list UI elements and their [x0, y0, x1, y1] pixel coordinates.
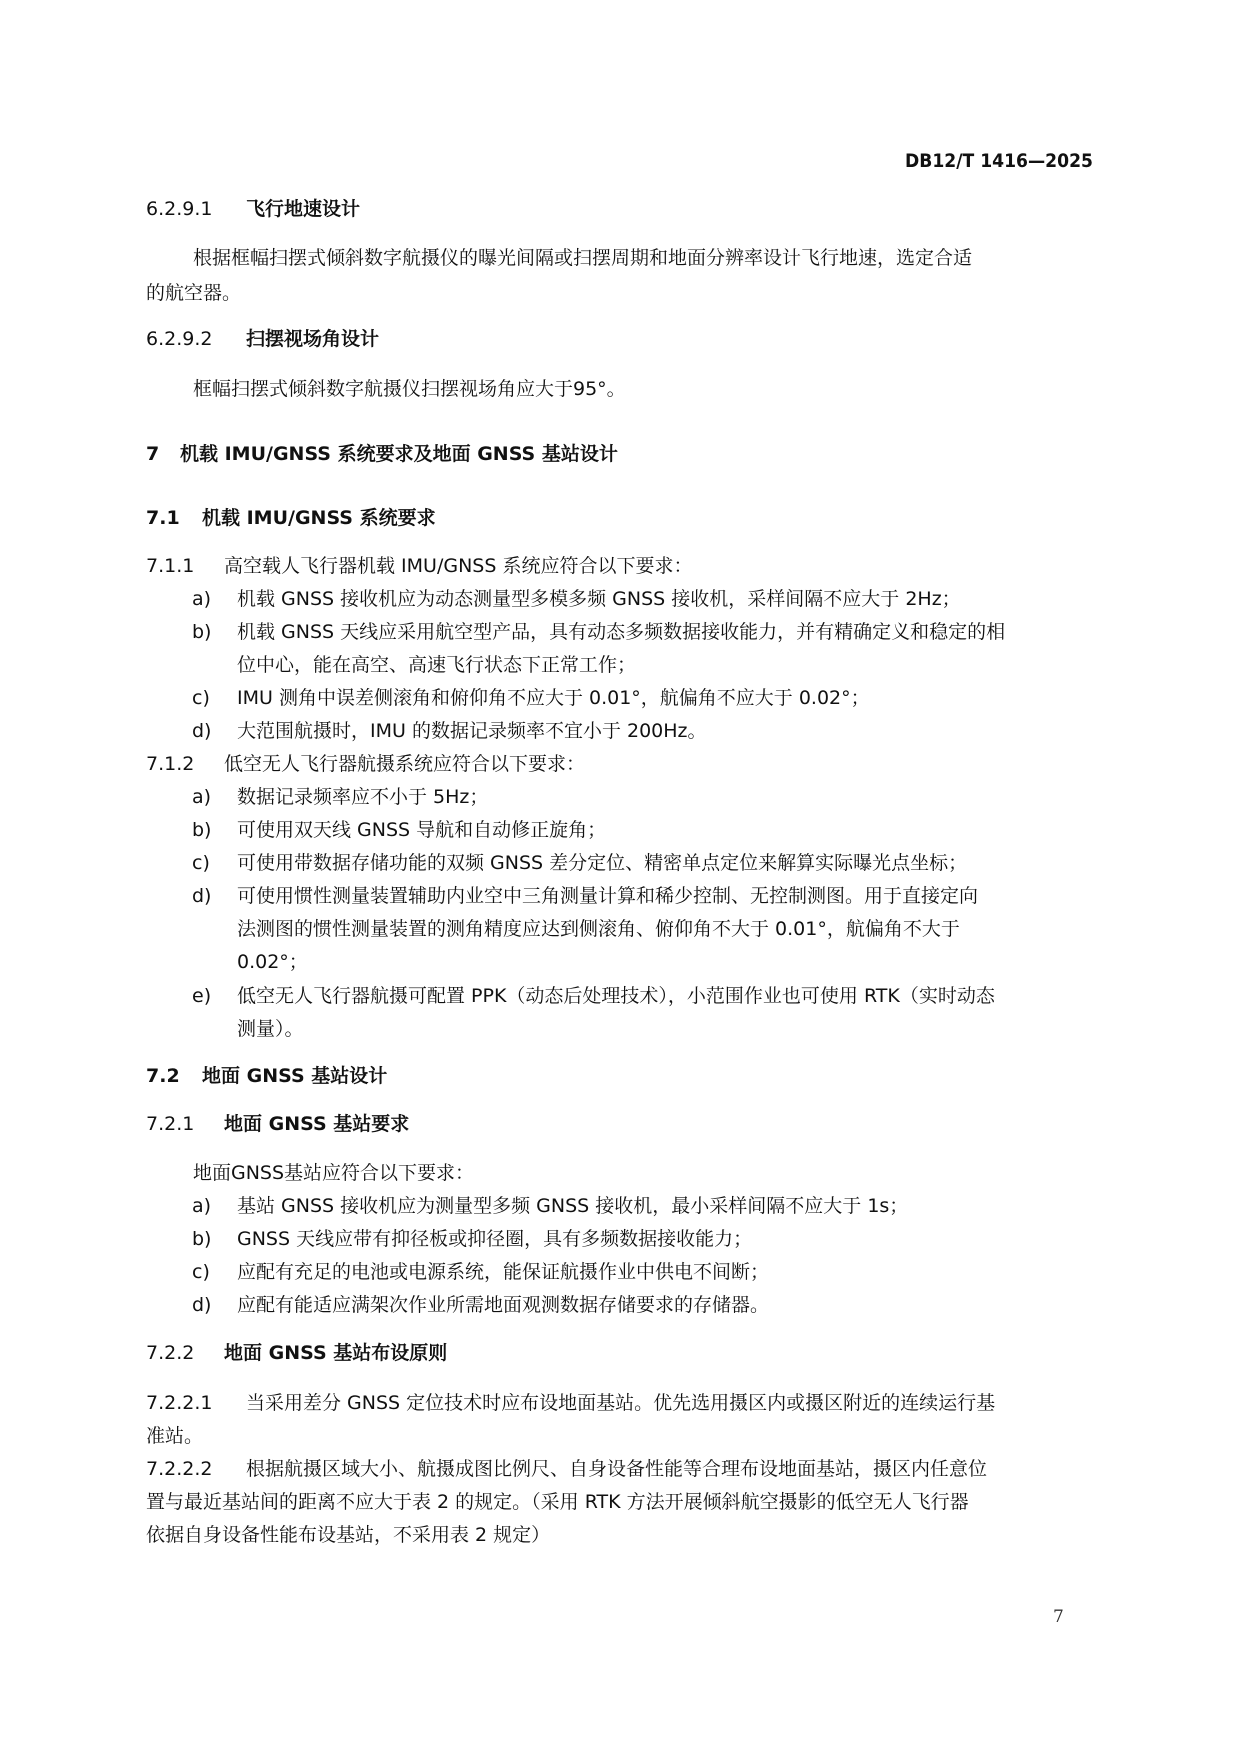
list-item: GNSS 天线应带有抑径板或抑径圈，具有多频数据接收能力；: [237, 1228, 753, 1250]
list-marker: d): [192, 1294, 212, 1316]
paragraph-line: 低空无人飞行器航摄系统应符合以下要求：: [224, 753, 586, 775]
section-number: 6.2.9.2: [146, 328, 213, 350]
list-marker: a): [192, 1195, 212, 1217]
section-title: 飞行地速设计: [246, 198, 361, 220]
list-marker: d): [192, 885, 212, 907]
paragraph-line: 高空载人飞行器机载 IMU/GNSS 系统应符合以下要求：: [224, 555, 693, 577]
list-item: 0.02°；: [237, 951, 308, 973]
list-item: 法测图的惯性测量装置的测角精度应达到侧滚角、俯仰角不大于 0.01°，航偏角不大于: [237, 918, 960, 940]
chapter-number: 7: [146, 443, 160, 465]
paragraph-line: 的航空器。: [146, 282, 242, 304]
section-number: 6.2.9.1: [146, 198, 213, 220]
paragraph-line: 准站。: [146, 1425, 204, 1447]
list-marker: d): [192, 720, 212, 742]
paragraph-line: 地面GNSS基站应符合以下要求：: [193, 1162, 475, 1184]
section-title: 机载 IMU/GNSS 系统要求: [202, 507, 436, 529]
section-number: 7.2: [146, 1065, 180, 1087]
list-item: 基站 GNSS 接收机应为测量型多频 GNSS 接收机，最小采样间隔不应大于 1s；: [237, 1195, 909, 1217]
section-number: 7.1.2: [146, 753, 195, 775]
section-title: 地面 GNSS 基站要求: [224, 1113, 410, 1135]
paragraph-line: 根据框幅扫摆式倾斜数字航摄仪的曝光间隔或扫摆周期和地面分辨率设计飞行地速，选定合适: [193, 247, 973, 269]
section-title: 地面 GNSS 基站布设原则: [224, 1342, 448, 1364]
list-item: 机载 GNSS 接收机应为动态测量型多模多频 GNSS 接收机，采样间隔不应大于 2Hz；: [237, 588, 961, 610]
list-item: 应配有充足的电池或电源系统，能保证航摄作业中供电不间断；: [237, 1261, 770, 1283]
list-marker: b): [192, 1228, 212, 1250]
list-marker: b): [192, 621, 212, 643]
document-code: DB12/T 1416—2025: [905, 150, 1093, 172]
list-item: 位中心，能在高空、高速飞行状态下正常工作；: [237, 654, 637, 676]
list-item: 大范围航摄时，IMU 的数据记录频率不宜小于 200Hz。: [237, 720, 707, 742]
paragraph-line: 依据自身设备性能布设基站，不采用表 2 规定）: [146, 1524, 551, 1546]
list-marker: c): [192, 852, 210, 874]
section-number: 7.2.1: [146, 1113, 195, 1135]
section-number: 7.2.2.1: [146, 1392, 213, 1414]
list-marker: a): [192, 588, 212, 610]
list-item: IMU 测角中误差侧滚角和俯仰角不应大于 0.01°，航偏角不应大于 0.02°；: [237, 687, 870, 709]
list-marker: c): [192, 687, 210, 709]
list-item: 可使用惯性测量装置辅助内业空中三角测量计算和稀少控制、无控制测图。用于直接定向: [237, 885, 979, 907]
list-item: 可使用双天线 GNSS 导航和自动修正旋角；: [237, 819, 607, 841]
paragraph-line: 当采用差分 GNSS 定位技术时应布设地面基站。优先选用摄区内或摄区附近的连续运行基: [246, 1392, 996, 1414]
page-number: 7: [1053, 1607, 1064, 1627]
list-item: 可使用带数据存储功能的双频 GNSS 差分定位、精密单点定位来解算实际曝光点坐标；: [237, 852, 968, 874]
paragraph-line: 置与最近基站间的距离不应大于表 2 的规定。（采用 RTK 方法开展倾斜航空摄影的低空无人飞行器: [146, 1491, 969, 1513]
list-marker: a): [192, 786, 212, 808]
list-item: 低空无人飞行器航摄可配置 PPK（动态后处理技术），小范围作业也可使用 RTK（实时动态: [237, 985, 995, 1007]
paragraph-line: 框幅扫摆式倾斜数字航摄仪扫摆视场角应大于95°。: [193, 378, 626, 400]
paragraph-line: 根据航摄区域大小、航摄成图比例尺、自身设备性能等合理布设地面基站，摄区内任意位: [246, 1458, 988, 1480]
list-item: 应配有能适应满架次作业所需地面观测数据存储要求的存储器。: [237, 1294, 770, 1316]
list-marker: c): [192, 1261, 210, 1283]
section-number: 7.2.2: [146, 1342, 195, 1364]
list-item: 机载 GNSS 天线应采用航空型产品，具有动态多频数据接收能力，并有精确定义和稳定的相: [237, 621, 1006, 643]
list-marker: b): [192, 819, 212, 841]
list-marker: e): [192, 985, 212, 1007]
section-number: 7.1: [146, 507, 180, 529]
section-number: 7.1.1: [146, 555, 195, 577]
section-number: 7.2.2.2: [146, 1458, 213, 1480]
chapter-title: 机载 IMU/GNSS 系统要求及地面 GNSS 基站设计: [180, 443, 618, 465]
section-title: 地面 GNSS 基站设计: [202, 1065, 388, 1087]
list-item: 数据记录频率应不小于 5Hz；: [237, 786, 489, 808]
section-title: 扫摆视场角设计: [246, 328, 380, 350]
list-item: 测量）。: [237, 1018, 304, 1040]
